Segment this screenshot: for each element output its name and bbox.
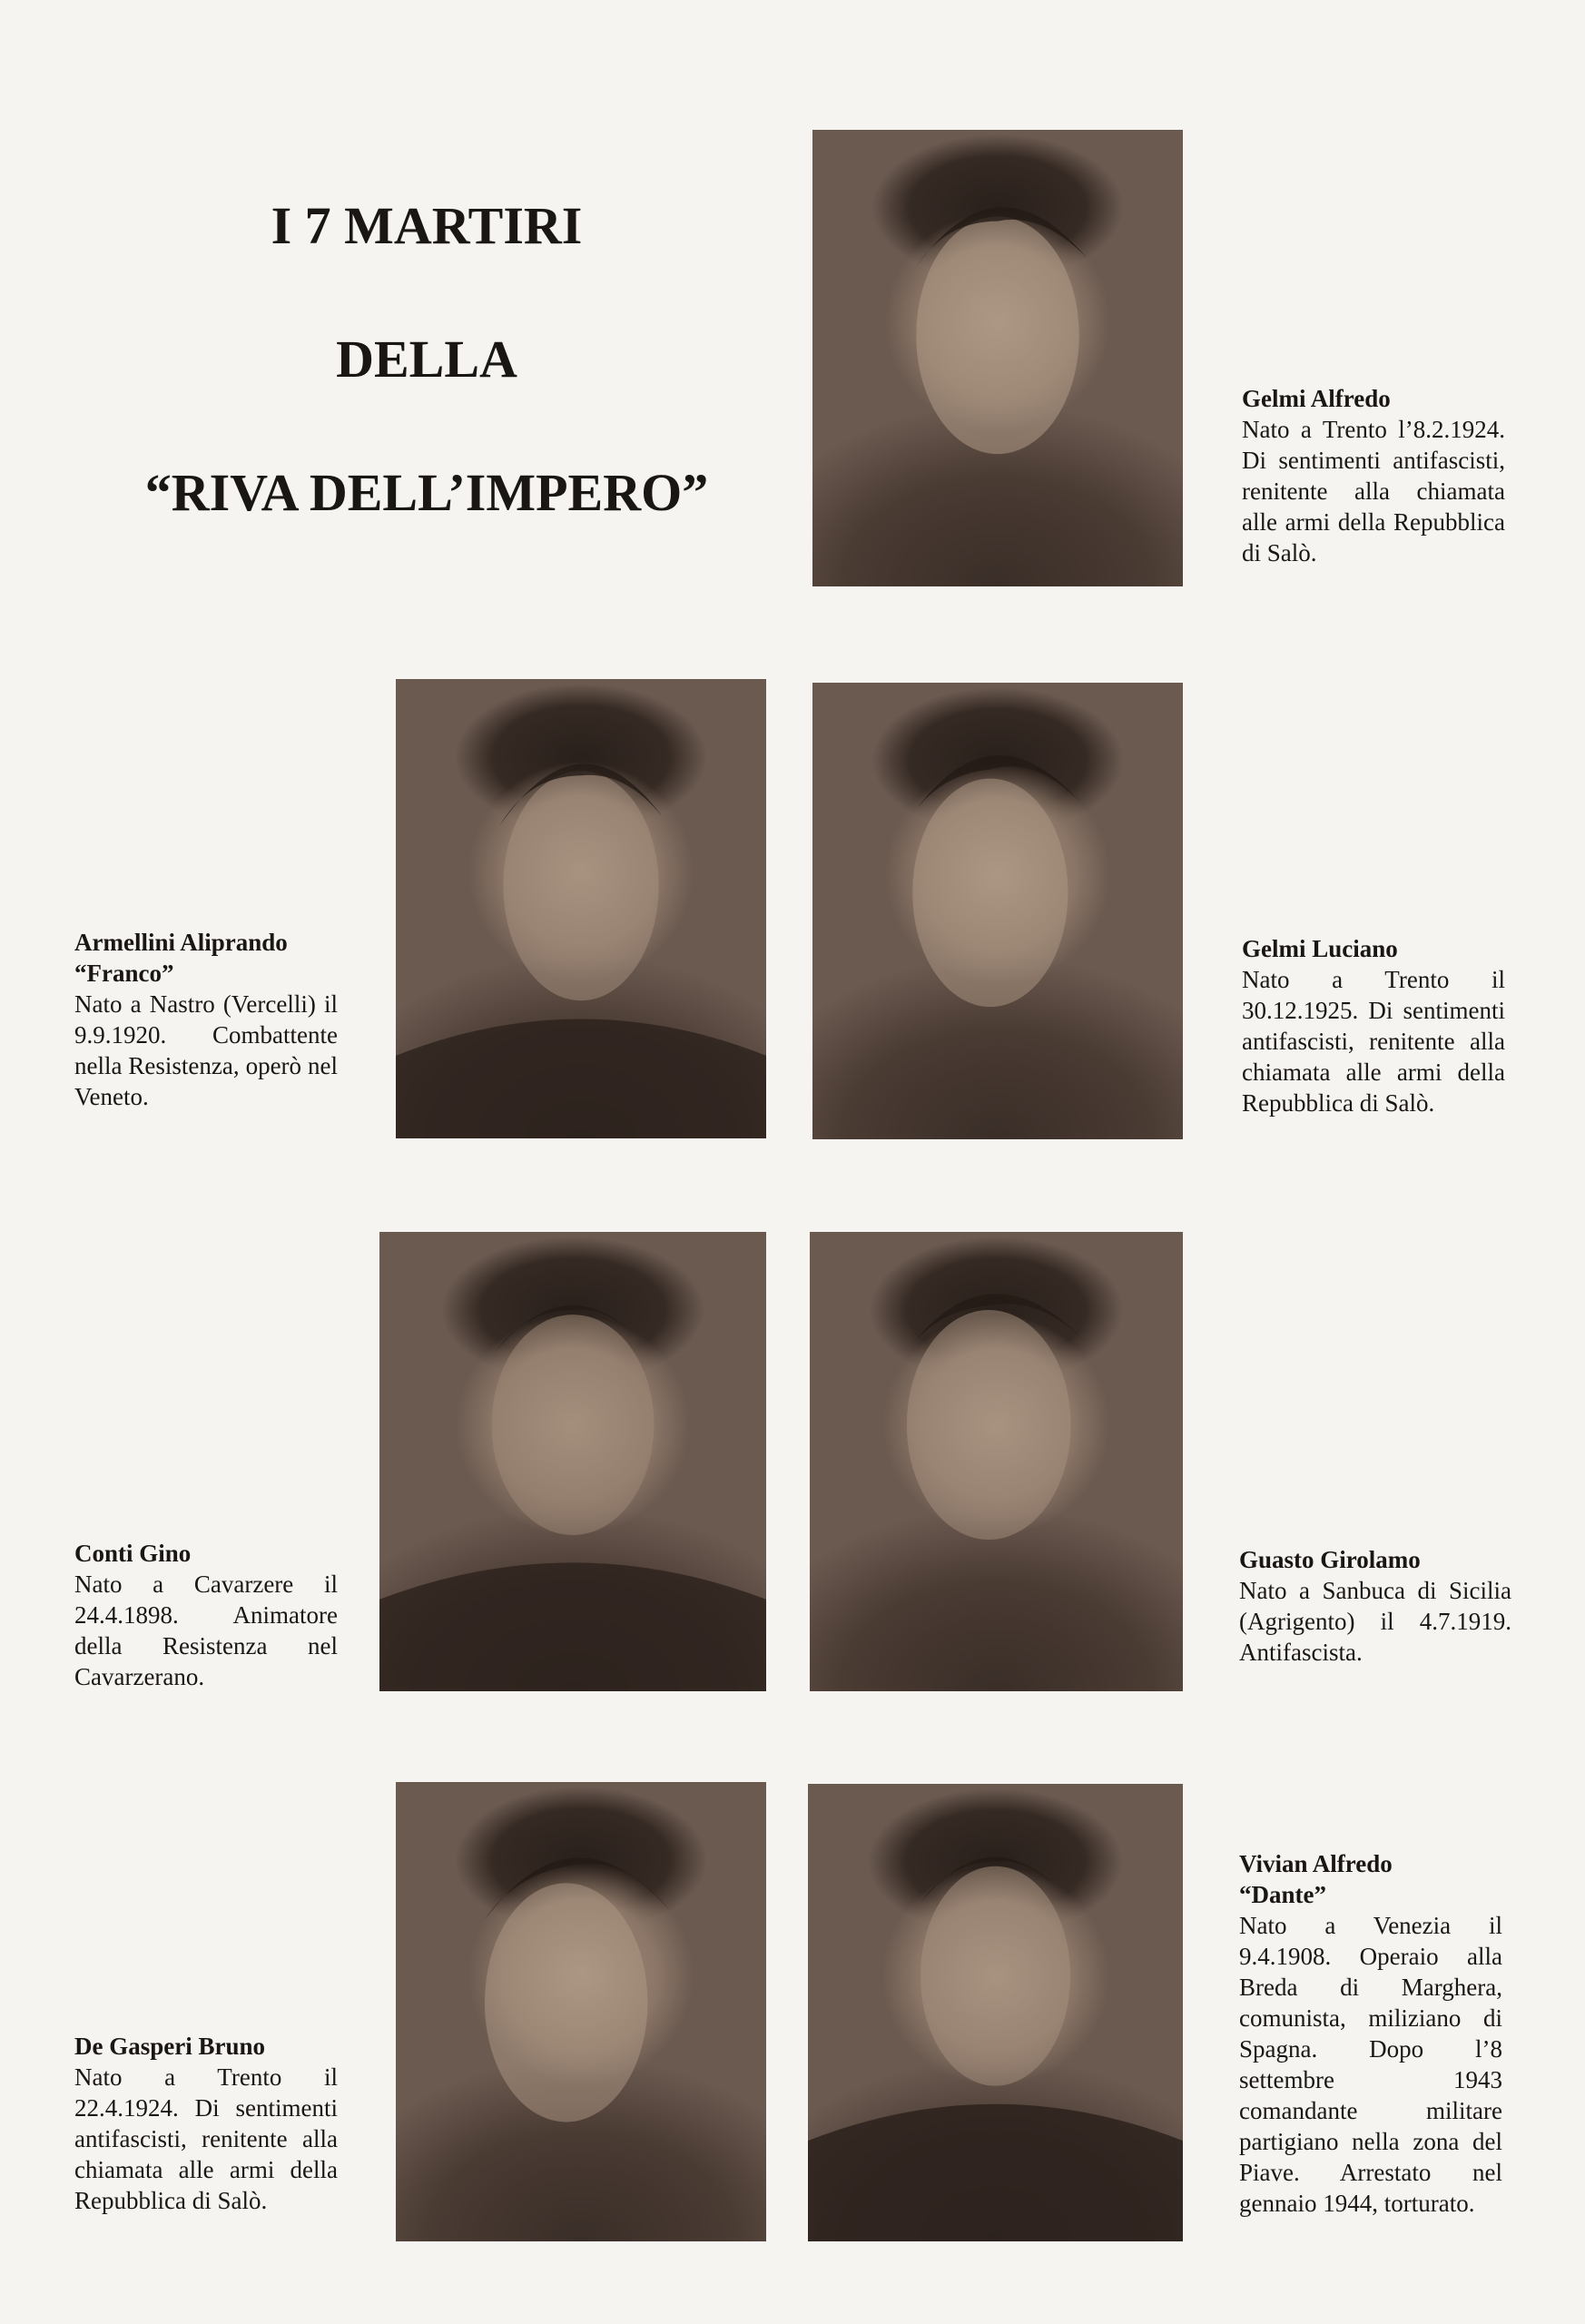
martyr-bio: Nato a Cavarzere il 24.4.1898. Animatore della Resistenza nel Cavarzerano.	[74, 1571, 338, 1690]
caption-armellini-aliprando	[74, 927, 338, 1112]
portrait-conti-gino	[379, 1232, 766, 1691]
portrait-vivian-alfredo	[808, 1784, 1183, 2241]
martyr-bio: Nato a Sanbuca di Sicilia (Agrigento) il 4.7.1919. Antifascista.	[1239, 1577, 1511, 1666]
title-line-1: I 7 MARTIRI	[271, 196, 583, 255]
martyr-name: Guasto Girolamo	[1239, 1546, 1421, 1573]
martyr-bio: Nato a Trento il 22.4.1924. Di sentimenti antifascisti, renitente alla chiamata alle armi della Repubblica di Salò.	[74, 2063, 338, 2214]
martyr-bio: Nato a Nastro (Vercelli) il 9.9.1920. Combattente nella Resistenza, operò nel Veneto.	[74, 990, 338, 1110]
portrait-gelmi-alfredo	[812, 130, 1183, 586]
martyr-nickname: “Dante”	[1239, 1881, 1326, 1908]
martyr-name: Conti Gino	[74, 1540, 192, 1567]
caption-de-gasperi-bruno	[74, 2031, 338, 2216]
portrait-guasto-girolamo	[810, 1232, 1183, 1691]
caption-conti-gino	[74, 1538, 338, 1692]
martyr-bio: Nato a Trento l’8.2.1924. Di sentimenti antifascisti, renitente alla chiamata alle armi della Repubblica di Salò.	[1242, 416, 1505, 566]
martyr-nickname: “Franco”	[74, 960, 174, 987]
portrait-gelmi-luciano	[812, 683, 1183, 1139]
martyr-bio: Nato a Trento il 30.12.1925. Di sentimenti antifascisti, renitente alla chiamata alle armi della Repubblica di Salò.	[1242, 966, 1505, 1117]
martyr-name: Vivian Alfredo	[1239, 1850, 1393, 1877]
martyr-name: Armellini Aliprando	[74, 929, 288, 956]
caption-vivian-alfredo	[1239, 1848, 1502, 2219]
caption-guasto-girolamo	[1239, 1544, 1511, 1668]
title-line-2: DELLA	[336, 330, 517, 389]
title-line-3: “RIVA DELL’IMPERO”	[144, 463, 709, 522]
martyr-bio: Nato a Venezia il 9.4.1908. Operaio alla Breda di Marghera, comunista, miliziano di Spagna. Dopo l’8 settembre 1943 comandante militare partigiano nella zona del Piave. Arrestato nel gennaio 1944, torturato.	[1239, 1912, 1502, 2217]
martyr-name: Gelmi Alfredo	[1242, 385, 1391, 412]
portrait-armellini-aliprando	[396, 679, 766, 1138]
caption-gelmi-luciano	[1242, 933, 1505, 1118]
martyr-name: Gelmi Luciano	[1242, 935, 1398, 962]
martyr-name: De Gasperi Bruno	[74, 2033, 266, 2060]
portrait-de-gasperi-bruno	[396, 1782, 766, 2241]
caption-gelmi-alfredo	[1242, 383, 1505, 568]
page-title	[91, 196, 763, 600]
